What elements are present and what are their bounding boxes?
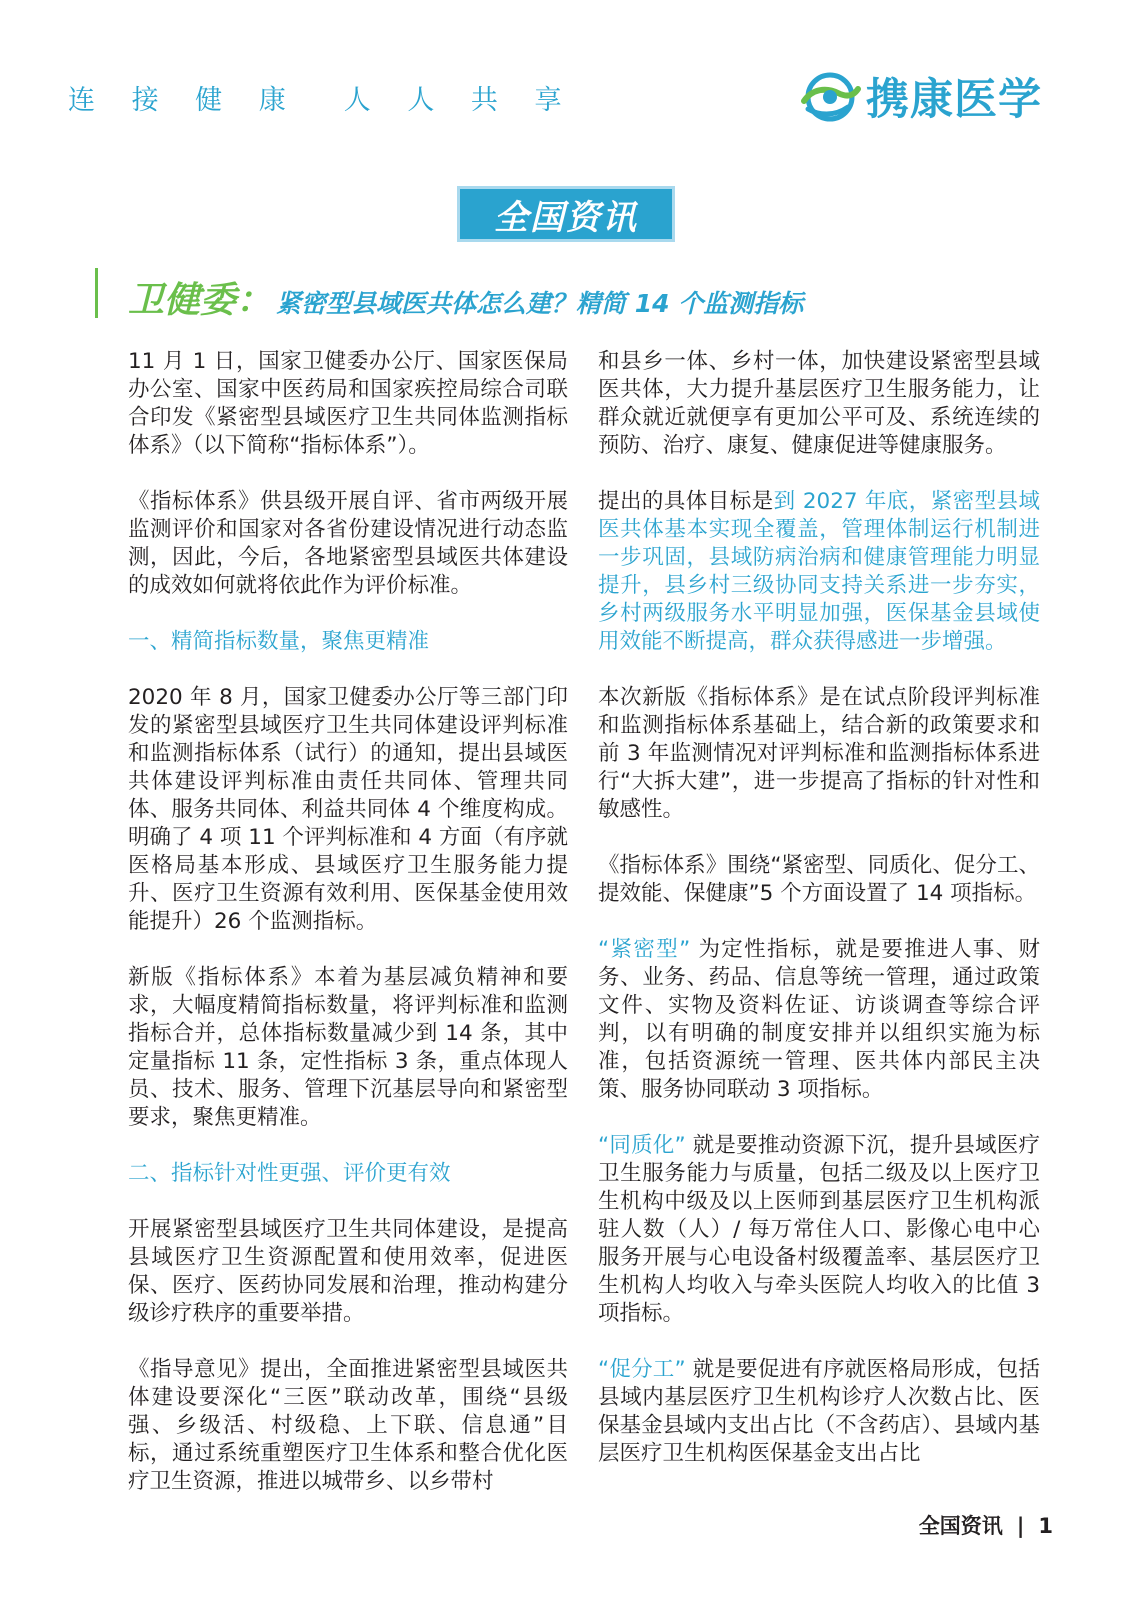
section-heading: 一、精简指标数量，聚焦更精准: [128, 629, 430, 654]
page-number: 1: [1038, 1514, 1053, 1538]
indicator-description: 为定性指标，就是要推进人事、财务、业务、药品、信息等统一管理，通过政策文件、实物及资料佐证、访谈调查等综合评判，以有明确的制度安排并以组织实施为标准，包括资源统一管理、医共体内部民主决策、服务协同联动 3 项指标。: [598, 937, 1040, 1102]
header-slogan: [68, 78, 576, 117]
headline-title: 紧密型县域医共体怎么建？精简 14 个监测指标: [276, 289, 804, 318]
paragraph: 《指导意见》提出，全面推进紧密型县域医共体建设要深化“三医”联动改革，围绕“县级强、乡级活、村级稳、上下联、信息通”目标，通过系统重塑医疗卫生体系和整合优化医疗卫生资源，推进以城带乡、以乡带村: [128, 1357, 568, 1494]
paragraph-lead: 提出的具体目标是: [598, 489, 774, 514]
paragraph: [598, 488, 1040, 656]
right-column: [598, 348, 1040, 1496]
indicator-term: “同质化”: [598, 1133, 686, 1158]
indicator-term: “紧密型”: [598, 937, 691, 962]
slogan-part-b: 人 人 共 享: [343, 85, 576, 116]
paragraph: 开展紧密型县域医疗卫生共同体建设，是提高县域医疗卫生资源配置和使用效率，促进医保、医疗、医药协同发展和治理，推动构建分级诊疗秩序的重要举措。: [128, 1217, 568, 1326]
page-footer: [919, 1510, 1053, 1540]
headline-org: 卫健委：: [128, 280, 273, 321]
paragraph: [598, 936, 1040, 1104]
paragraph: 11 月 1 日，国家卫健委办公厅、国家医保局办公室、国家中医药局和国家疾控局综合司联合印发《紧密型县域医疗卫生共同体监测指标体系》（以下简称“指标体系”）。: [128, 349, 568, 458]
indicator-description: 就是要促进有序就医格局形成，包括县域内基层医疗卫生机构诊疗人次数占比、医保基金县域内支出占比（不含药店）、县域内基层医疗卫生机构医保基金支出占比: [598, 1357, 1040, 1466]
paragraph: 和县乡一体、乡村一体，加快建设紧密型县域医共体，大力提升基层医疗卫生服务能力，让群众就近就便享有更加公平可及、系统连续的预防、治疗、康复、健康促进等健康服务。: [598, 349, 1040, 458]
indicator-term: “促分工”: [598, 1357, 686, 1382]
section-title-badge: 全国资讯: [457, 186, 675, 242]
footer-separator: |: [1016, 1514, 1025, 1538]
paragraph: 新版《指标体系》本着为基层减负精神和要求，大幅度精简指标数量，将评判标准和监测指标合并，总体指标数量减少到 14 条，其中定量指标 11 条，定性指标 3 条，重点体现人员、技术、服务、管理下沉基层导向和紧密型要求，聚焦更精准。: [128, 965, 568, 1130]
left-column: [128, 348, 568, 1524]
paragraph: 《指标体系》供县级开展自评、省市两级开展监测评价和国家对各省份建设情况进行动态监测，因此，今后，各地紧密型县域医共体建设的成效如何就将依此作为评价标准。: [128, 489, 568, 598]
slogan-part-a: 连 接 健 康: [68, 85, 300, 116]
paragraph: 本次新版《指标体系》是在试点阶段评判标准和监测指标体系基础上，结合新的政策要求和前 3 年监测情况对评判标准和监测指标体系进行“大拆大建”，进一步提高了指标的针对性和敏感性。: [598, 685, 1040, 822]
highlighted-goal: 到 2027 年底，紧密型县域医共体基本实现全覆盖，管理体制运行机制进一步巩固，县域防病治病和健康管理能力明显提升，县乡村三级协同支持关系进一步夯实，乡村两级服务水平明显加强，医保基金县域使用效能不断提高，群众获得感进一步增强。: [598, 489, 1040, 654]
indicator-description: 就是要推动资源下沉，提升县域医疗卫生服务能力与质量，包括二级及以上医疗卫生机构中级及以上医师到基层医疗卫生机构派驻人数（人）/ 每万常住人口、影像心电中心服务开展与心电设备村级覆盖率、基层医疗卫生机构人均收入与牵头医院人均收入的比值 3 项指标。: [598, 1133, 1040, 1326]
footer-section: 全国资讯: [918, 1514, 1003, 1538]
paragraph: 《指标体系》围绕“紧密型、同质化、促分工、提效能、保健康”5 个方面设置了 14 项指标。: [598, 853, 1040, 906]
paragraph: [598, 1132, 1040, 1328]
paragraph: [598, 1356, 1040, 1468]
headline-accent-bar: [95, 268, 98, 318]
brand-logo: [798, 66, 1042, 127]
paragraph: 2020 年 8 月，国家卫健委办公厅等三部门印发的紧密型县域医疗卫生共同体建设评判标准和监测指标体系（试行）的通知，提出县域医共体建设评判标准由责任共同体、管理共同体、服务共同体、利益共同体 4 个维度构成。明确了 4 项 11 个评判标准和 4 方面（有序就医格局基本形成、县域医疗卫生服务能力提升、医疗卫生资源有效利用、医保基金使用效能提升）26 个监测指标。: [128, 685, 568, 934]
article-headline: [128, 272, 803, 323]
hands-globe-logo-icon: [798, 67, 862, 127]
logo-text: 携康医学: [866, 75, 1042, 125]
section-heading: 二、指标针对性更强、评价更有效: [128, 1161, 451, 1186]
